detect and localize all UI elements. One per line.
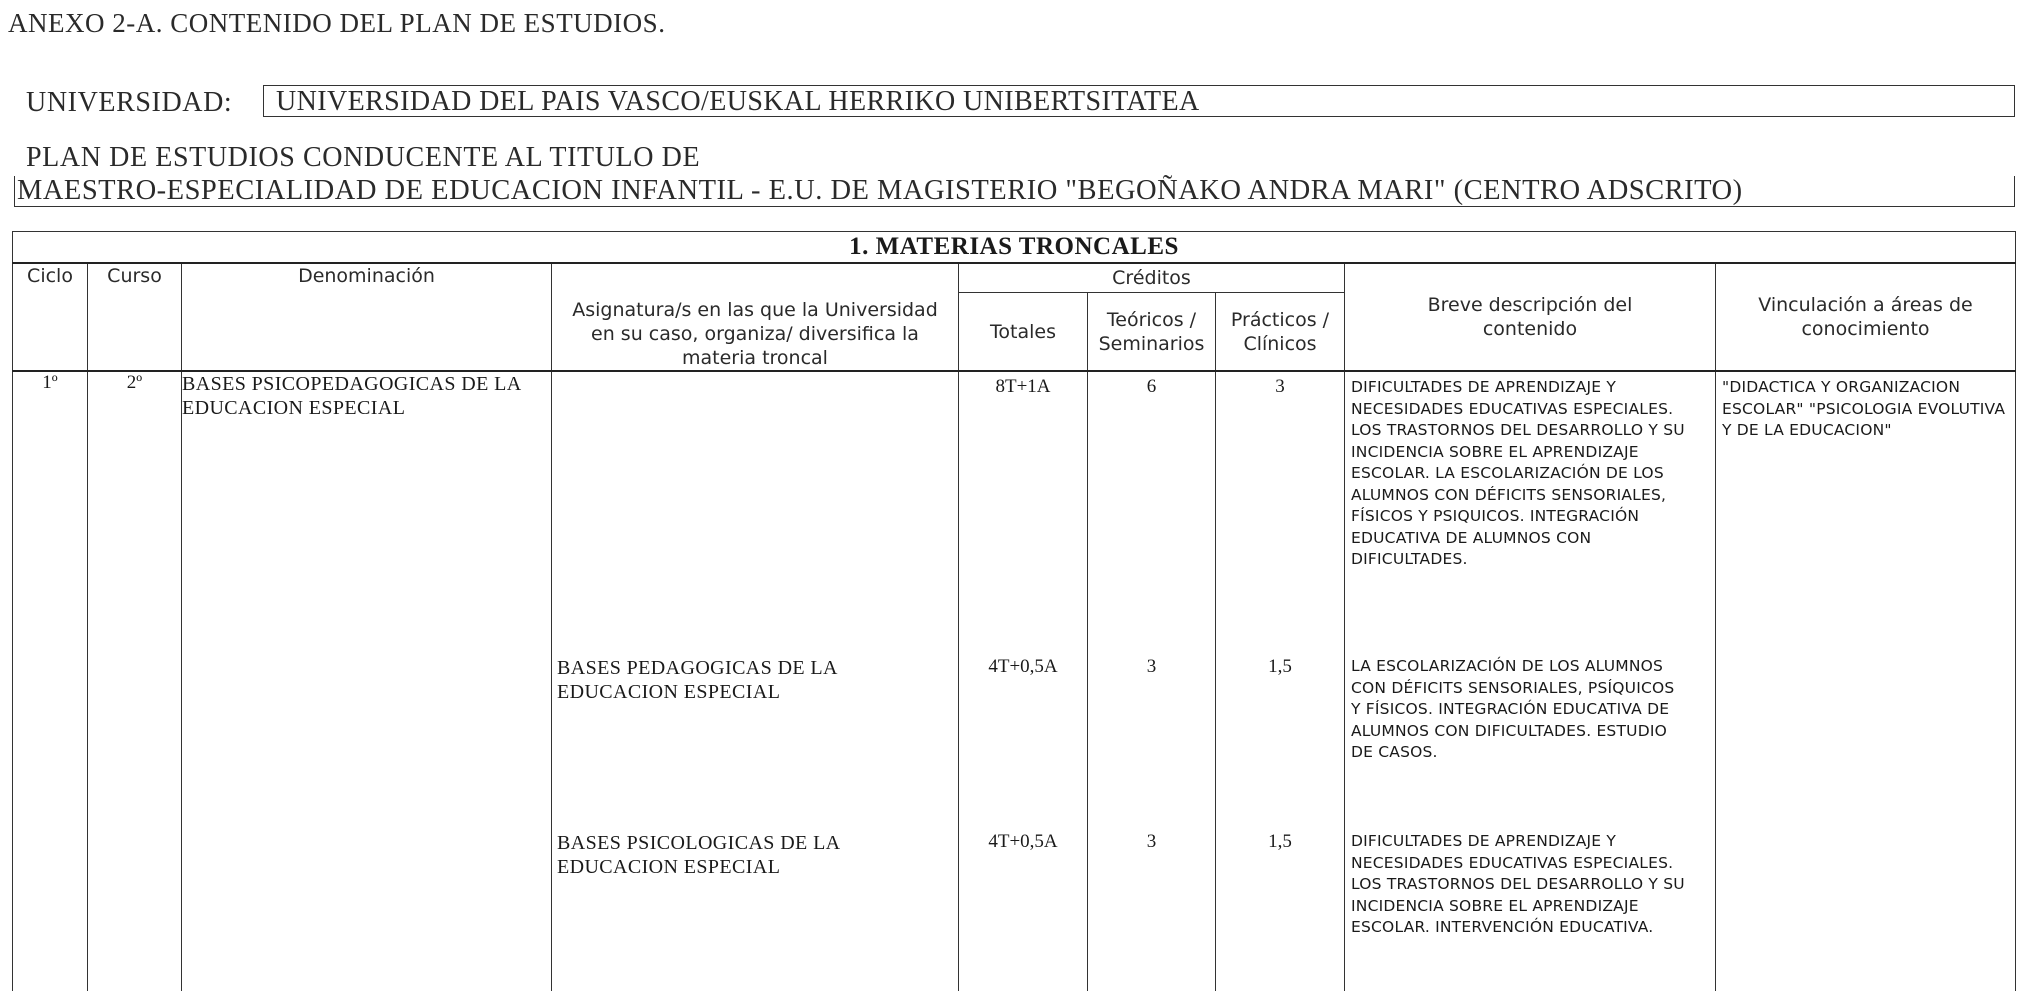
teoricos-1: 3 xyxy=(1146,656,1157,677)
col-header-denominacion: Denominación xyxy=(182,263,552,371)
col-header-curso: Curso xyxy=(88,263,182,371)
col-header-creditos: Créditos xyxy=(959,263,1345,293)
university-name: UNIVERSIDAD DEL PAIS VASCO/EUSKAL HERRIKO UNIBERTSITATEA xyxy=(263,85,2015,117)
plan-label: PLAN DE ESTUDIOS CONDUCENTE AL TITULO DE xyxy=(26,142,701,173)
row-vinculacion-cell xyxy=(1716,371,2016,991)
totales-2: 4T+0,5A xyxy=(988,831,1058,852)
descripcion-2: DIFICULTADES DE APRENDIZAJE Y NECESIDADES EDUCATIVAS ESPECIALES. LOS TRASTORNOS DEL DESARROLLO Y SU INCIDENCIA SOBRE EL APRENDIZAJE ESCOLAR. INTERVENCIÓN EDUCATIVA. xyxy=(1351,832,1685,936)
row-curso: 2º xyxy=(88,371,182,991)
col-header-vinculacion: Vinculación a áreas de conocimiento xyxy=(1716,263,2016,371)
asignatura-2: BASES PSICOLOGICAS DE LA EDUCACION ESPECIAL xyxy=(557,832,840,878)
col-header-practicos: Prácticos / Clínicos xyxy=(1216,293,1345,371)
col-header-teoricos: Teóricos / Seminarios xyxy=(1088,293,1216,371)
col-header-descripcion: Breve descripción del contenido xyxy=(1345,263,1716,371)
row-asignatura-cell xyxy=(552,371,959,991)
descripcion-0: DIFICULTADES DE APRENDIZAJE Y NECESIDADES EDUCATIVAS ESPECIALES. LOS TRASTORNOS DEL DESARROLLO Y SU INCIDENCIA SOBRE EL APRENDIZAJE ESCOLAR. LA ESCOLARIZACIÓN DE LOS ALUMNOS CON DÉFICITS SENSORIALES, FÍSICOS Y PSIQUICOS. INTEGRACIÓN EDUCATIVA DE ALUMNOS CON DIFICULTADES. xyxy=(1351,378,1685,568)
col-header-asignatura: Asignatura/s en las que la Universidad en su caso, organiza/ diversifica la materia troncal xyxy=(552,263,959,371)
row-ciclo: 1º xyxy=(13,371,88,991)
row-denominacion: BASES PSICOPEDAGOGICAS DE LA EDUCACION ESPECIAL xyxy=(182,371,552,991)
practicos-0: 3 xyxy=(1275,376,1285,397)
col-header-totales: Totales xyxy=(959,293,1088,371)
row-teoricos-cell xyxy=(1088,371,1216,991)
row-descripcion-cell xyxy=(1345,371,1716,991)
row-totales-cell xyxy=(959,371,1088,991)
practicos-2: 1,5 xyxy=(1268,831,1292,852)
totales-1: 4T+0,5A xyxy=(988,656,1058,677)
col-header-ciclo: Ciclo xyxy=(13,263,88,371)
totales-0: 8T+1A xyxy=(995,376,1051,397)
annex-title: ANEXO 2-A. CONTENIDO DEL PLAN DE ESTUDIOS. xyxy=(8,8,666,38)
practicos-1: 1,5 xyxy=(1268,656,1292,677)
row-practicos-cell xyxy=(1216,371,1345,991)
asignatura-1: BASES PEDAGOGICAS DE LA EDUCACION ESPECIAL xyxy=(557,657,837,703)
university-label: UNIVERSIDAD: xyxy=(26,87,233,118)
plan-title: MAESTRO-ESPECIALIDAD DE EDUCACION INFANTIL - E.U. DE MAGISTERIO "BEGOÑAKO ANDRA MARI" (CENTRO ADSCRITO) xyxy=(14,176,2015,207)
troncales-table xyxy=(12,231,2016,991)
teoricos-0: 6 xyxy=(1146,376,1157,397)
table-title: 1. MATERIAS TRONCALES xyxy=(13,232,2016,264)
teoricos-2: 3 xyxy=(1146,831,1157,852)
vinculacion-text: "DIDACTICA Y ORGANIZACION ESCOLAR" "PSICOLOGIA EVOLUTIVA Y DE LA EDUCACION" xyxy=(1722,378,2006,439)
descripcion-1: LA ESCOLARIZACIÓN DE LOS ALUMNOS CON DÉFICITS SENSORIALES, PSÍQUICOS Y FÍSICOS. INTEGRACIÓN EDUCATIVA DE ALUMNOS CON DIFICULTADES. ESTUDIO DE CASOS. xyxy=(1351,657,1675,761)
university-row xyxy=(26,86,238,120)
